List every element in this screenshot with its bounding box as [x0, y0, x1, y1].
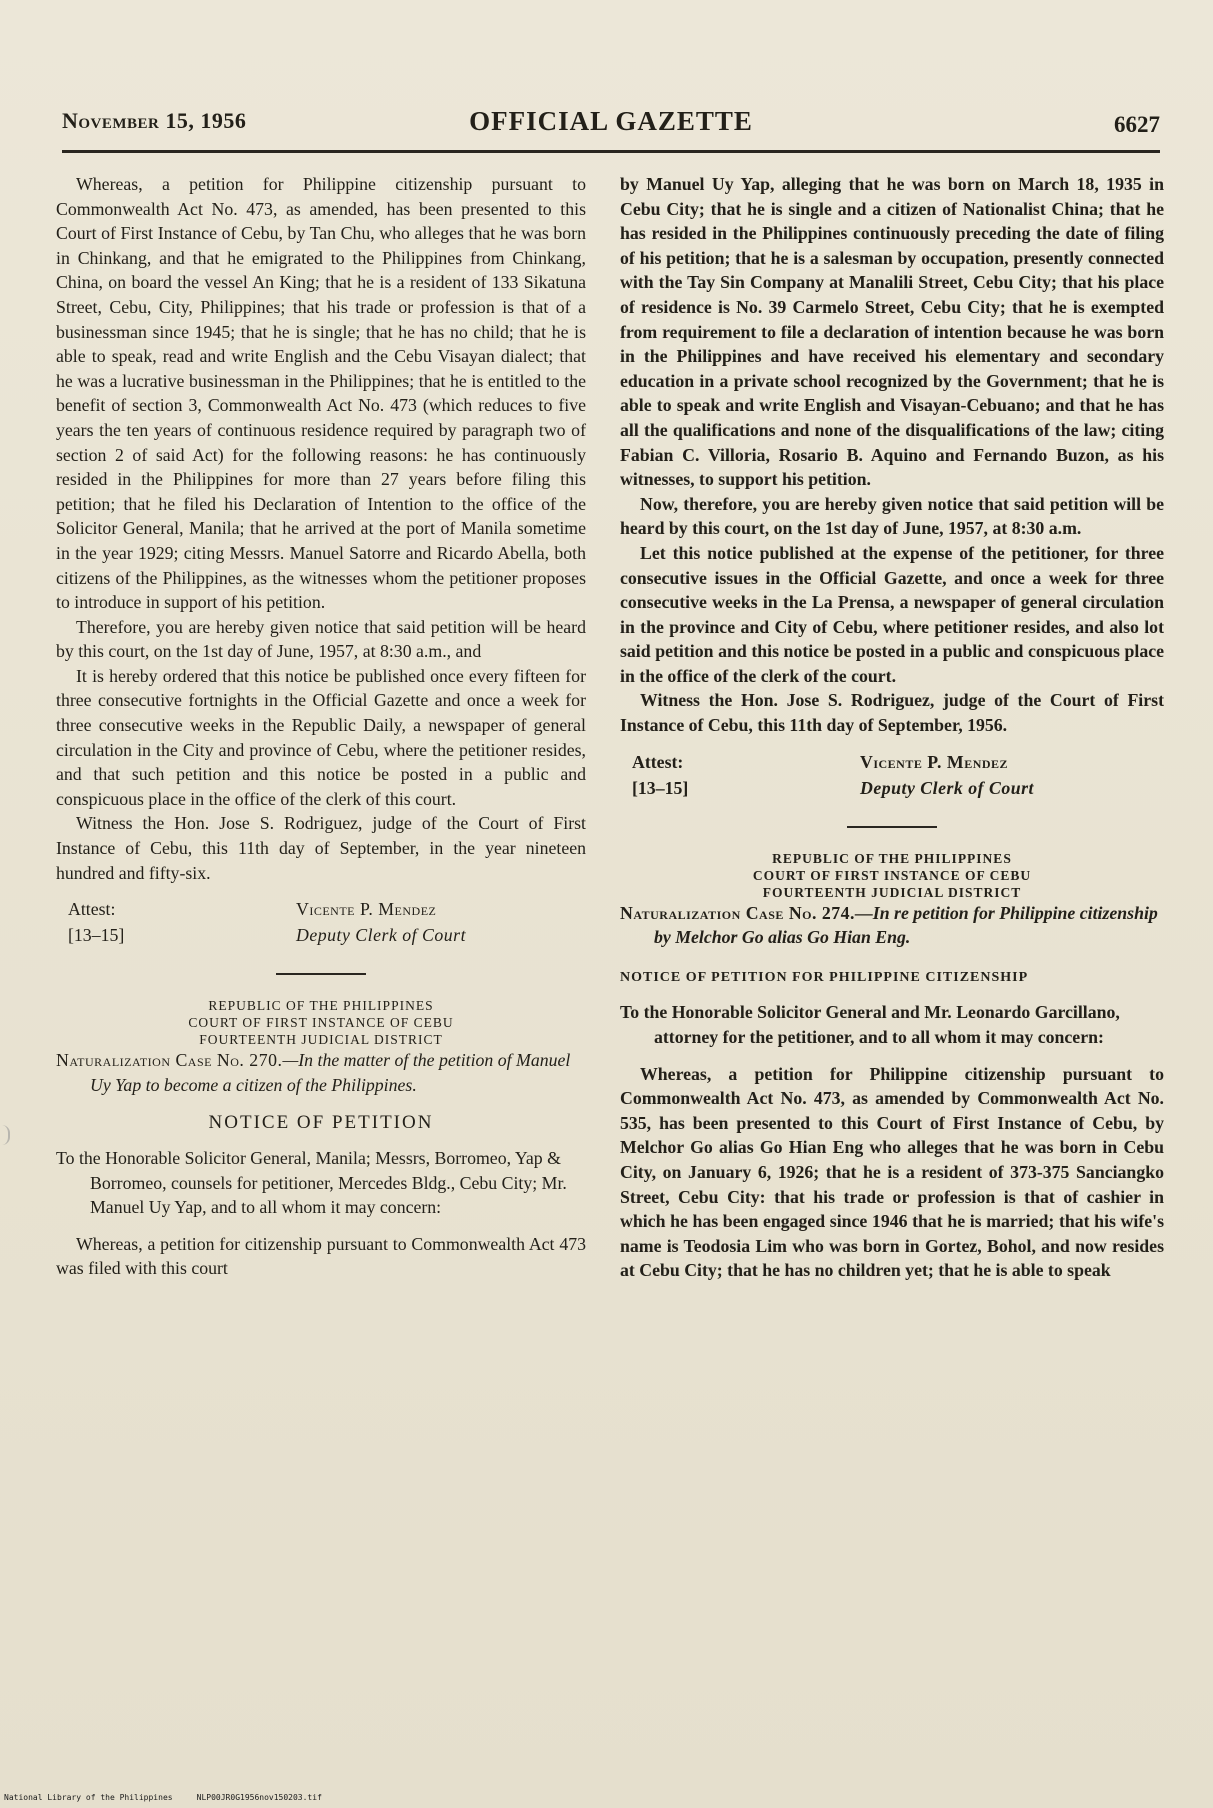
caption-line-1: REPUBLIC OF THE PHILIPPINES: [772, 850, 1012, 866]
right-paragraph-3: Let this notice published at the expense of the petitioner, for three consecutive issues in the Official Gazette, and once a week for three consecutive weeks in the La Prensa, a newspaper of general circulation in the province and City of Cebu, where petitioner resides, and also lot said petition and this notice be posted in a public and conspicuous place in the office of the clerk of the court.: [620, 542, 1164, 686]
publication-title: OFFICIAL GAZETTE: [469, 106, 753, 136]
header-rule: [62, 150, 1160, 153]
case-label: Naturalization Case No. 270.: [56, 1050, 283, 1071]
right-paragraph-4: Witness the Hon. Jose S. Rodriguez, judge of the Court of First Instance of Cebu, this 11th day of September, 1956.: [620, 690, 1164, 736]
clerk-name: Vicente P. Mendez: [860, 751, 1009, 772]
case-text: —In the matter of the petition of Manuel Uy Yap to become a citizen of the Philippines.: [90, 1050, 571, 1095]
scan-footer: National Library of the Philippines NLP00JR0G1956nov150203.tif: [4, 1793, 322, 1802]
court-caption: [620, 850, 1164, 901]
scan-artifact: [0, 1125, 10, 1145]
case-heading: [56, 1048, 586, 1097]
caption-line-1: REPUBLIC OF THE PHILIPPINES: [208, 998, 434, 1014]
left-column: [56, 172, 586, 1281]
clerk-title: Deputy Clerk of Court: [860, 777, 1034, 798]
case-heading: [620, 901, 1164, 950]
addressee-paragraph: To the Honorable Solicitor General and Mr. Leonardo Garcillano, attorney for the petitioner, and to all whom it may concern:: [620, 1002, 1120, 1048]
case-label: Naturalization Case No. 274.: [620, 902, 856, 923]
right-paragraph-2: Now, therefore, you are hereby given notice that said petition will be heard by this court, on the 1st day of June, 1957, at 8:30 a.m.: [620, 493, 1164, 539]
clerk-name: Vicente P. Mendez: [296, 899, 437, 920]
page-number: 6627: [1114, 112, 1160, 137]
caption-line-3: FOURTEENTH JUDICIAL DISTRICT: [199, 1032, 443, 1048]
attest-ref: [13–15]: [68, 925, 125, 946]
caption-line-2: COURT OF FIRST INSTANCE OF CEBU: [752, 867, 1032, 883]
clerk-title: Deputy Clerk of Court: [296, 925, 467, 946]
attest-label: Attest:: [632, 751, 684, 772]
section-divider: [276, 973, 366, 975]
section-divider: [847, 826, 937, 828]
caption-line-3: FOURTEENTH JUDICIAL DISTRICT: [762, 884, 1022, 900]
addressee-paragraph: To the Honorable Solicitor General, Manila; Messrs, Borromeo, Yap & Borromeo, counsels for petitioner, Mercedes Bldg., Cebu City; Mr. Manuel Uy Yap, and to all whom it may concern:: [56, 1148, 567, 1218]
page-header: [62, 104, 1160, 144]
right-column: [620, 172, 1164, 1283]
right-attest-block: [620, 750, 1164, 806]
left-paragraph-3: It is hereby ordered that this notice be published once every fifteen for three consecutive fortnights in the Official Gazette and once a week for three consecutive weeks in the Republic Daily, a newspaper of general circulation in the City and province of Cebu, where the petitioner resides, and that such petition and this notice be posted in a public and conspicuous place in the office of the clerk of this court.: [56, 665, 586, 809]
attest-ref: [13–15]: [632, 777, 689, 798]
issue-date: November 15, 1956: [62, 108, 247, 133]
notice-title: NOTICE OF PETITION FOR PHILIPPINE CITIZENSHIP: [620, 969, 1029, 985]
court-caption: [56, 997, 586, 1048]
left-paragraph-1: Whereas, a petition for Philippine citizenship pursuant to Commonwealth Act No. 473, as amended, has been presented to this Court of First Instance of Cebu, by Tan Chu, who alleges that he was born in Chinkang, and that he emigrated to the Philippines from Chinkang, China, on board the vessel An King; that he is a resident of 133 Sikatuna Street, Cebu, City, Philippines; that his trade or profession is that of a businessman since 1945; that he is single; that he has no child; that he is able to speak, read and write English and the Cebu Visayan dialect; that he was a lucrative businessman in the Philippines; that he is entitled to the benefit of section 3, Commonwealth Act No. 473 (which reduces to five years the ten years of continuous residence required by paragraph two of section 2 of said Act) for the following reasons: he has continuously resided in the Philippines for more than 27 years before filing this petition; that he filed his Declaration of Intention to the office of the Solicitor General, Manila; that he arrived at the port of Manila sometime in the year 1929; citing Messrs. Manuel Satorre and Ricardo Abella, both citizens of the Philippines, as the witnesses whom the petitioner proposes to introduce in support of his petition.: [56, 174, 586, 613]
left-paragraph-2: Therefore, you are hereby given notice that said petition will be heard by this court, on the 1st day of June, 1957, at 8:30 a.m., and: [56, 616, 586, 662]
left-paragraph-5: Whereas, a petition for citizenship pursuant to Commonwealth Act 473 was filed with this court: [56, 1233, 586, 1279]
attest-label: Attest:: [68, 899, 116, 920]
right-paragraph-5: Whereas, a petition for Philippine citizenship pursuant to Commonwealth Act No. 473, as amended by Commonwealth Act No. 535, has been presented to this Court of First Instance of Cebu, by Melchor Go alias Go Hian Eng who alleges that he was born in Cebu City, on January 6, 1926; that he is a resident of 373-375 Sanciangko Street, Cebu City: that his trade or profession is that of cashier in which he has been engaged since 1946 that he is married; that his wife's name is Teodosia Lim who was born in Gortez, Bohol, and now resides at Cebu City; that he has no children yet; that he is able to speak: [620, 1063, 1164, 1281]
case-text: —In re petition for Philippine citizenship by Melchor Go alias Go Hian Eng.: [654, 902, 1158, 948]
right-paragraph-1: by Manuel Uy Yap, alleging that he was born on March 18, 1935 in Cebu City; that he is single and a citizen of Nationalist China; that he has resided in the Philippines continuously preceding the date of filing of his petition; that he is a salesman by occupation, presently connected with the Tay Sin Company at Manalili Street, Cebu City; that his place of residence is No. 39 Carmelo Street, Cebu City; that he is exempted from requirement to file a declaration of intention because he was born in the Philippines and have received his elementary and secondary education in a private school recognized by the Government; that he is able to speak and write English and Visayan-Cebuano; and that he has all the qualifications and none of the disqualifications of the law; citing Fabian C. Villoria, Rosario B. Aquino and Fernando Buzon, as his witnesses, to support his petition.: [620, 174, 1164, 490]
left-paragraph-4: Witness the Hon. Jose S. Rodriguez, judge of the Court of First Instance of Cebu, this 11th day of September, in the year nineteen hundred and fifty-six.: [56, 813, 586, 883]
notice-title: NOTICE OF PETITION: [208, 1112, 434, 1134]
left-attest-block: [56, 897, 586, 953]
caption-line-2: COURT OF FIRST INSTANCE OF CEBU: [188, 1015, 454, 1031]
